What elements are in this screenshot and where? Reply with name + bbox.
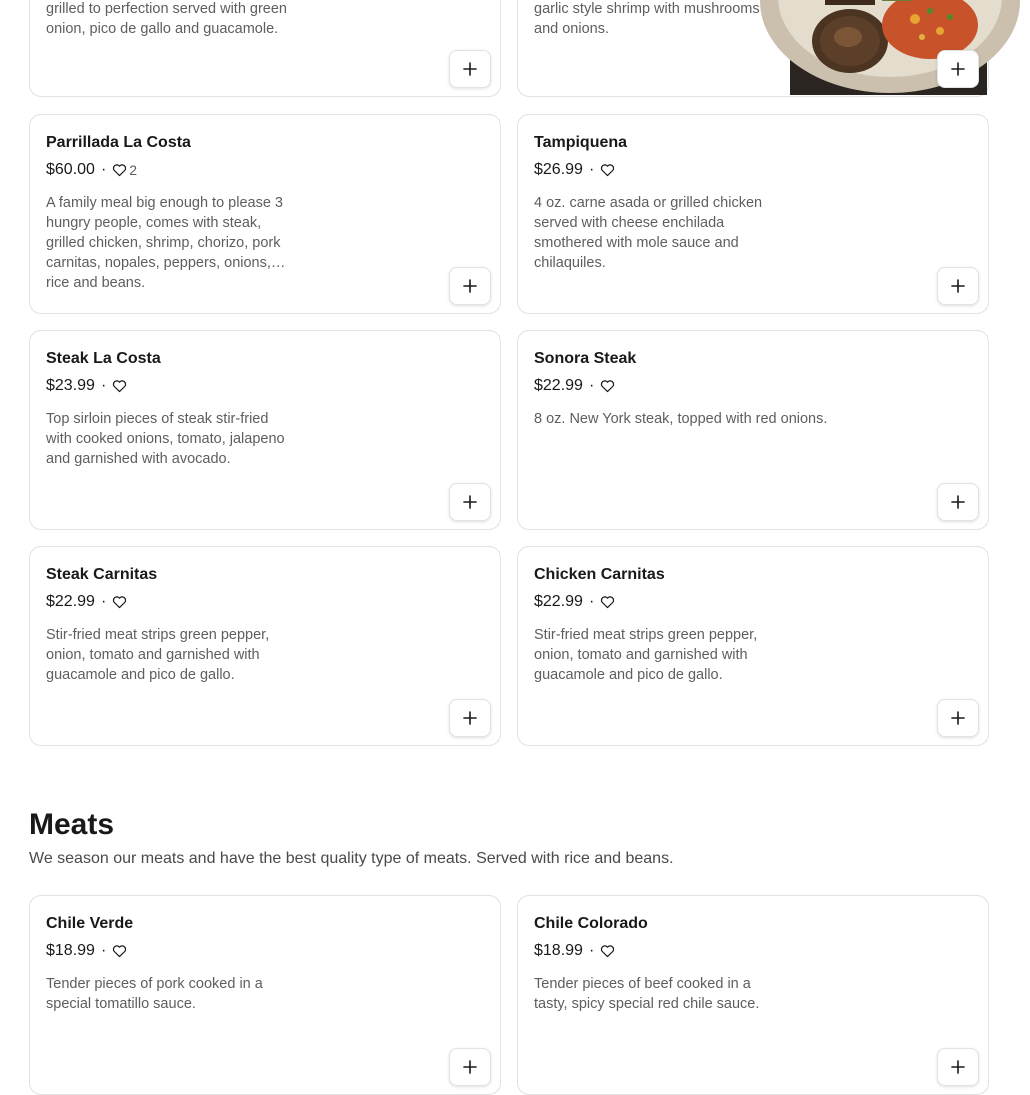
item-name: Tampiquena: [534, 134, 628, 151]
add-to-cart-button[interactable]: [937, 267, 979, 305]
item-price: $18.99: [46, 942, 95, 959]
plus-icon: [950, 710, 966, 726]
menu-item-card[interactable]: [29, 546, 501, 746]
item-name: Chicken Carnitas: [534, 566, 665, 583]
section-title: Meats: [29, 808, 115, 841]
menu-item-card[interactable]: [29, 895, 501, 1095]
price-row: [534, 593, 615, 611]
item-price: $23.99: [46, 377, 95, 394]
add-to-cart-button[interactable]: [937, 699, 979, 737]
item-name: Steak Carnitas: [46, 566, 158, 583]
add-to-cart-button[interactable]: [449, 1048, 491, 1086]
add-to-cart-button[interactable]: [449, 699, 491, 737]
separator: ·: [100, 377, 107, 394]
plus-icon: [462, 494, 478, 510]
item-price: $22.99: [534, 593, 583, 610]
plus-icon: [950, 1059, 966, 1075]
plus-icon: [950, 61, 966, 77]
price-row: [534, 377, 615, 395]
item-name: Steak La Costa: [46, 350, 161, 367]
separator: ·: [100, 161, 107, 178]
add-to-cart-button[interactable]: [937, 1048, 979, 1086]
separator: ·: [100, 942, 107, 959]
item-description: 4 oz. carne asada or grilled chicken served with cheese enchilada smothered with mole sauce and chilaquiles.: [534, 195, 763, 271]
menu-item-card[interactable]: [29, 330, 501, 530]
item-description: A family meal big enough to please 3 hungry people, comes with steak, grilled chicken, shrimp, chorizo, pork carnitas, nopales, peppers, onions, rice and beans.: [46, 195, 283, 291]
heart-outline-icon[interactable]: [112, 944, 127, 958]
plus-icon: [462, 61, 478, 77]
item-price: $22.99: [534, 377, 583, 394]
add-to-cart-button[interactable]: [449, 50, 491, 88]
menu-item-card[interactable]: [517, 546, 989, 746]
add-to-cart-button[interactable]: [449, 267, 491, 305]
menu-item-card[interactable]: [517, 330, 989, 530]
likes-count: 2: [129, 162, 138, 178]
item-price: $26.99: [534, 161, 583, 178]
item-price: $60.00: [46, 161, 95, 178]
add-to-cart-button[interactable]: [937, 50, 979, 88]
menu-item-card[interactable]: [517, 114, 989, 314]
add-to-cart-button[interactable]: [449, 483, 491, 521]
price-row: [46, 377, 127, 395]
heart-outline-icon[interactable]: [112, 163, 127, 177]
heart-outline-icon[interactable]: [600, 944, 615, 958]
heart-outline-icon[interactable]: [600, 163, 615, 177]
item-description: Top sirloin pieces of steak stir-fried with cooked onions, tomato, jalapeno and garnished with avocado.: [46, 411, 285, 467]
item-price: $22.99: [46, 593, 95, 610]
item-description: Tender pieces of beef cooked in a tasty, spicy special red chile sauce.: [534, 976, 760, 1012]
item-description: 8 oz. New York steak, topped with red onions.: [534, 411, 828, 427]
plus-icon: [462, 1059, 478, 1075]
price-row: [46, 161, 137, 179]
price-row: [46, 942, 127, 960]
plus-icon: [950, 494, 966, 510]
separator: ·: [588, 161, 595, 178]
price-row: [534, 942, 615, 960]
price-row: [46, 593, 127, 611]
item-name: Chile Colorado: [534, 915, 648, 932]
item-name: Sonora Steak: [534, 350, 637, 367]
section-subtitle: We season our meats and have the best quality type of meats. Served with rice and beans.: [29, 850, 674, 867]
heart-outline-icon[interactable]: [112, 379, 127, 393]
item-description: Stir-fried meat strips green pepper, onion, tomato and garnished with guacamole and pico de gallo.: [46, 627, 270, 683]
separator: ·: [588, 593, 595, 610]
item-price: $18.99: [534, 942, 583, 959]
heart-outline-icon[interactable]: [600, 379, 615, 393]
heart-outline-icon[interactable]: [600, 595, 615, 609]
separator: ·: [588, 377, 595, 394]
menu-item-card[interactable]: [517, 895, 989, 1095]
plus-icon: [950, 278, 966, 294]
item-description: Stir-fried meat strips green pepper, onion, tomato and garnished with guacamole and pico de gallo.: [534, 627, 758, 683]
plus-icon: [462, 278, 478, 294]
item-name: Parrillada La Costa: [46, 134, 191, 151]
menu-item-card[interactable]: [517, 0, 989, 97]
item-description: grilled to perfection served with green onion, pico de gallo and guacamole.: [46, 1, 287, 37]
separator: ·: [100, 593, 107, 610]
menu-item-card[interactable]: [29, 114, 501, 314]
item-description: garlic style shrimp with mushrooms and onions.: [534, 1, 760, 37]
item-description: Tender pieces of pork cooked in a special tomatillo sauce.: [46, 976, 263, 1012]
separator: ·: [588, 942, 595, 959]
plus-icon: [462, 710, 478, 726]
item-name: Chile Verde: [46, 915, 134, 932]
menu-item-card[interactable]: [29, 0, 501, 97]
price-row: [534, 161, 615, 179]
add-to-cart-button[interactable]: [937, 483, 979, 521]
heart-outline-icon[interactable]: [112, 595, 127, 609]
